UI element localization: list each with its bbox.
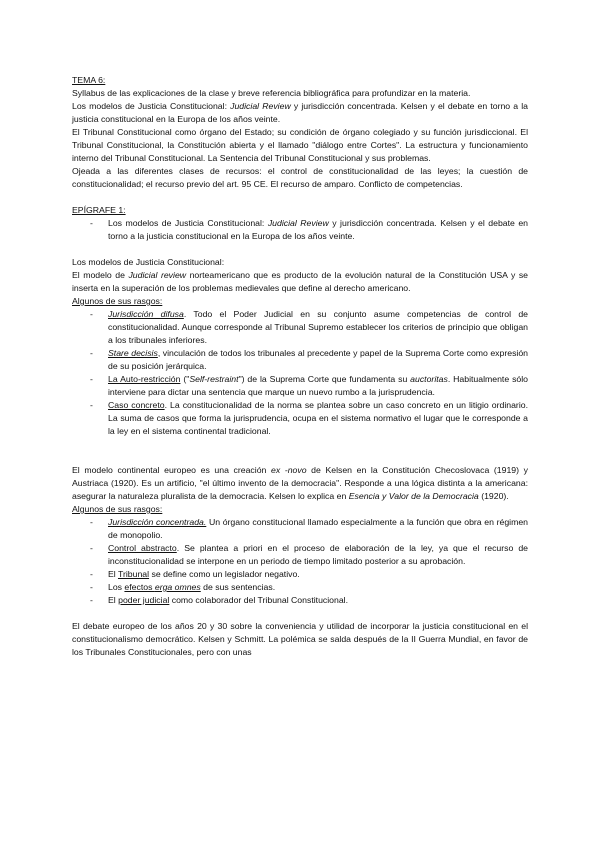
list-item [72,542,528,568]
tema-modelos [72,100,528,126]
text-run-italic: Judicial review [128,270,187,280]
text-run-underlined: Jurisdicción concentrada. [108,517,207,527]
text-run-underlined: Jurisdicción difusa [108,309,184,319]
text-run-italic: ex -novo [271,465,307,475]
text-run-italic: Judicial Review [230,101,291,111]
text-run-underlined: La Auto-restricción [108,374,181,384]
continental-paragraph [72,464,528,503]
text-run: de Kelsen en la Constitución Checoslovaca (1919) y Austriaca (1920). Es un artificio, "el último invento de la democracia". Responde a una lógica distinta a la americana: asegurar la naturaleza pluralista de la democracia. Kelsen lo explica en [72,465,528,501]
text-run-italic: auctoritas [410,374,448,384]
tema-heading: TEMA 6: [72,75,106,85]
text-run: El [108,595,119,605]
text-run: . Se plantea a priori en el proceso de elaboración de la ley, ya que el recurso de inconstitucionalidad se interpone en un periodo de tiempo limitado posterior a su aprobación. [108,543,528,566]
text-run-underlined: Stare decisis [108,348,158,358]
text-run: , vinculación de todos los tribunales al precedente y papel de la Suprema Corte como expresión de su posición jerárquica. [108,348,529,371]
text-run: . La constitucionalidad de la norma se plantea sobre un caso concreto en un litigio ordinario. La suma de casos que forma la jurisprudencia, ocupa en el sistema normativo el lugar que le corresponde a la ley en el sistema continental tradicional. [108,400,528,436]
text-run: norteamericano que es producto de la evolución natural de la Constitución USA y se inserta en la superación de los problemas medievales que define al derecho americano. [72,270,529,293]
tema-syllabus: Syllabus de las explicaciones de la clase y breve referencia bibliográfica para profundizar en la materia. [72,88,471,98]
list-item [72,217,528,243]
text-run: . Todo el Poder Judicial en su conjunto asume competencias de control de constitucionalidad. Aunque corresponde al Tribunal Supremo establecer los criterios de principio que obligan a los tribunales inferiores. [108,309,528,345]
list-item [72,516,528,542]
text-run-italic: Self-restraint [189,374,239,384]
tema-tribunal: El Tribunal Constitucional como órgano del Estado; su condición de órgano colegiado y su función jurisdiccional. El Tribunal Constitucional, la Constitución abierta y el llamado "diálogo entre Cortes". La estructura y funcionamiento interno del Tribunal Constitucional. La Sentencia del Tribunal Constitucional y sus problemas. [72,127,528,163]
debate-paragraph: El debate europeo de los años 20 y 30 sobre la conveniencia y utilidad de incorporar la justicia constitucional en el constitucionalismo democrático. Kelsen y Schmitt. La polémica se salda después de la II Guerra Mundial, en favor de los Tribunales Constitucionales, pero con unas [72,621,528,657]
text-run: Los modelos de Justicia Constitucional: [72,101,231,111]
rasgos-heading: Algunos de sus rasgos: [72,296,163,306]
list-item [72,581,528,594]
text-run-underlined: poder judicial [118,595,170,605]
text-run: ") de la Suprema Corte que fundamenta su [238,374,411,384]
text-run: (" [180,374,190,384]
rasgos-heading: Algunos de sus rasgos: [72,504,163,514]
text-run: y jurisdicción concentrada. Kelsen y el debate en torno a la justicia constitucional en la Europa de los años veinte. [108,218,528,241]
modelos-intro [72,269,528,295]
epigrafe-list [72,217,528,243]
list-item [72,308,528,347]
tema-recursos: Ojeada a las diferentes clases de recursos: el control de constitucionalidad de las leyes; la cuestión de constitucionalidad; el recurso previo del art. 95 CE. El recurso de amparo. Conflicto de competencias. [72,166,528,189]
rasgos-list-usa [72,308,528,438]
text-run-italic: Esencia y Valor de la Democracia [348,491,479,501]
text-run: El modelo de [72,270,129,280]
epigrafe-heading: EPÍGRAFE 1: [72,205,126,215]
list-item [72,594,528,607]
text-run: (1920). [478,491,509,501]
text-run-underlined: Tribunal [117,569,150,579]
modelos-title: Los modelos de Justicia Constitucional: [72,257,225,267]
text-run-italic: Judicial Review [267,218,329,228]
list-item [72,399,528,438]
text-run-underlined: Caso concreto [108,400,165,410]
text-run: de sus sentencias. [200,582,276,592]
text-run: Los modelos de Justicia Constitucional: [108,218,268,228]
list-item [72,373,528,399]
text-run-underlined-italic: erga omnes [154,582,201,592]
list-item [72,568,528,581]
text-run: como colaborador del Tribunal Constitucional. [169,595,349,605]
text-run: El modelo continental europeo es una creación [72,465,271,475]
text-run: y jurisdicción concentrada. Kelsen y el debate en torno a la justicia constitucional en la Europa de los años veinte. [72,101,528,124]
document-page [72,74,528,659]
text-run: Los [108,582,125,592]
text-run: se define como un legislador negativo. [149,569,300,579]
list-item [72,347,528,373]
rasgos-list-europe [72,516,528,607]
text-run: El [108,569,118,579]
text-run-underlined: efectos [124,582,155,592]
text-run-underlined: Control abstracto [108,543,177,553]
text-run: Un órgano constitucional llamado especialmente a la función que obra en régimen de monopolio. [108,517,528,540]
text-run: . Habitualmente sólo interviene para dictar una sentencia que marque un nuevo rumbo a la jurisprudencia. [108,374,529,397]
